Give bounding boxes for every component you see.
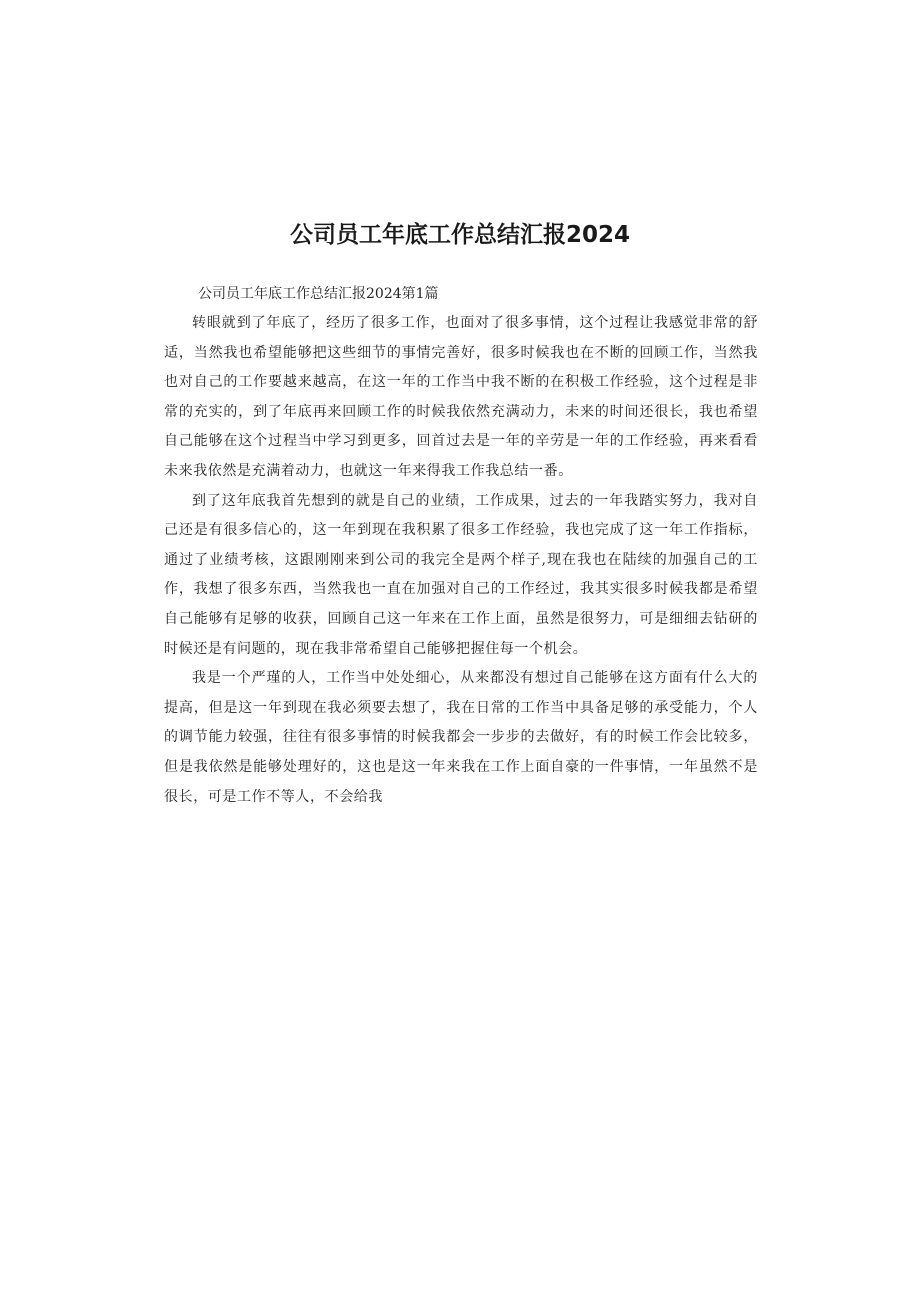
paragraph-3: 我是一个严瑾的人，工作当中处处细心，从来都没有想过自己能够在这方面有什么大的提高，但是这一年到现在我必须要去想了，我在日常的工作当中具备足够的承受能力，个人的调节能力较强，往往有很多事情的时候我都会一步步的去做好，有的时候工作会比较多，但是我依然是能够处理好的，这也是这一年来我在工作上面自豪的一件事情，一年虽然不是很长，可是工作不等人，不会给我 <box>164 670 758 805</box>
document-title: 公司员工年底工作总结汇报2024 <box>289 222 630 248</box>
paragraph-1: 转眼就到了年底了，经历了很多工作，也面对了很多事情，这个过程让我感觉非常的舒适，当然我也希望能够把这些细节的事情完善好，很多时候我也在不断的回顾工作，当然我也对自己的工作要越来越高，在这一年的工作当中我不断的在积极工作经验，这个过程是非常的充实的，到了年底再来回顾工作的时候我依然充满动力，未来的时间还很长，我也希望自己能够在这个过程当中学习到更多，回首过去是一年的辛劳是一年的工作经验，再来看看未来我依然是充满着动力，也就这一年来得我工作我总结一番。 <box>164 315 758 479</box>
section-heading: 公司员工年底工作总结汇报2024第1篇 <box>198 286 439 302</box>
paragraph-2: 到了这年底我首先想到的就是自己的业绩，工作成果，过去的一年我踏实努力，我对自己还是有很多信心的，这一年到现在我积累了很多工作经验，我也完成了这一年工作指标，通过了业绩考核，这跟刚刚来到公司的我完全是两个样子,现在我也在陆续的加强自己的工作，我想了很多东西，当然我也一直在加强对自己的工作经过，我其实很多时候我都是希望自己能够有足够的收获，回顾自己这一年来在工作上面，虽然是很努力，可是细细去钻研的时候还是有问题的，现在我非常希望自己能够把握住每一个机会。 <box>164 492 758 657</box>
document-body <box>164 280 758 812</box>
